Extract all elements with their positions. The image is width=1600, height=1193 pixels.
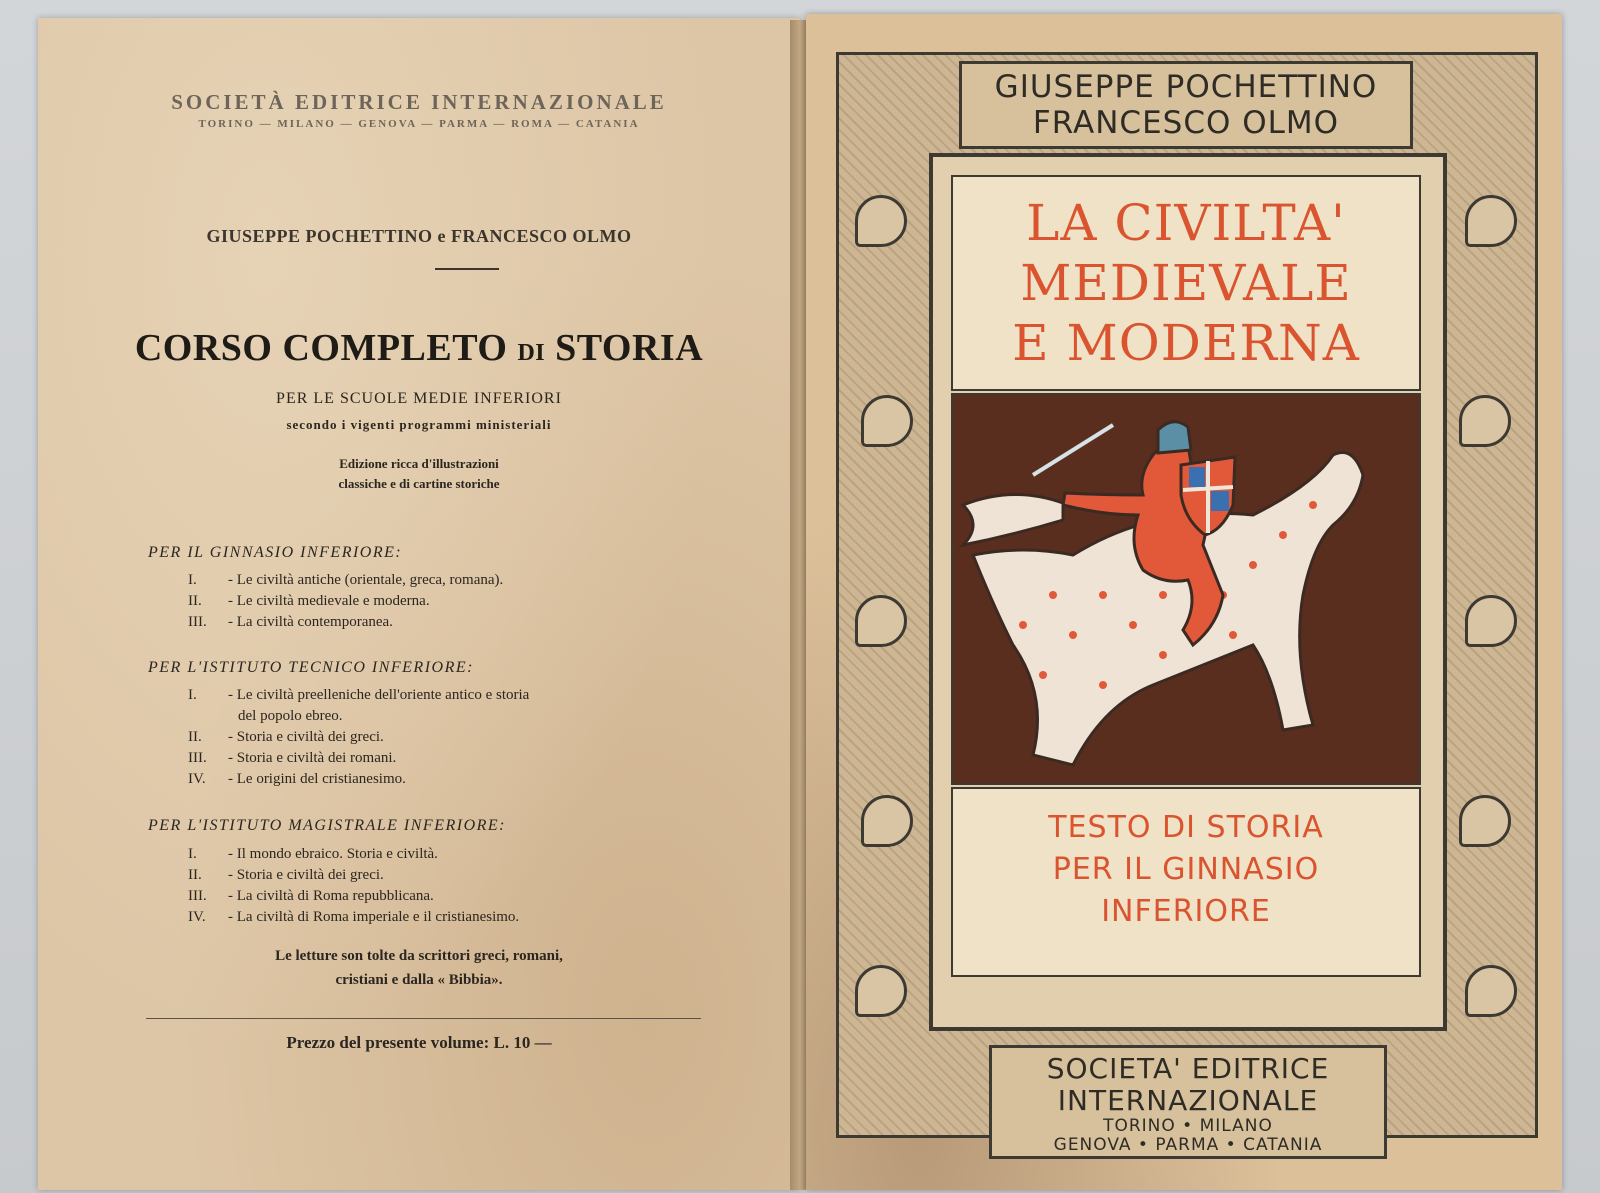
item-text: - La civiltà contemporanea. bbox=[228, 614, 393, 630]
front-subtitle-2: PER IL GINNASIO bbox=[1052, 852, 1320, 887]
back-title bbox=[38, 326, 800, 370]
subtitle-box bbox=[951, 787, 1421, 977]
list-item bbox=[188, 909, 519, 926]
leaf-icon bbox=[855, 595, 907, 647]
item-text: del popolo ebreo. bbox=[238, 708, 343, 724]
front-cities-2: GENOVA • PARMA • CATANIA bbox=[1053, 1135, 1323, 1155]
back-title-a: CORSO COMPLETO bbox=[134, 327, 508, 369]
readings-note-2: cristiani e dalla « Bibbia». bbox=[335, 972, 503, 988]
list-item bbox=[188, 771, 406, 788]
back-edition bbox=[38, 454, 800, 494]
inner-frame bbox=[929, 153, 1447, 1031]
item-num: I. bbox=[188, 572, 197, 588]
list-item bbox=[188, 888, 434, 905]
item-num: III. bbox=[188, 614, 207, 630]
author-banner bbox=[959, 61, 1413, 149]
list-item bbox=[188, 614, 393, 631]
list-item bbox=[188, 593, 430, 610]
item-text: - Le origini del cristianesimo. bbox=[228, 771, 406, 787]
front-author-1: GIUSEPPE POCHETTINO bbox=[994, 69, 1378, 105]
item-text: - Storia e civiltà dei romani. bbox=[228, 750, 397, 766]
leaf-icon bbox=[1465, 965, 1517, 1017]
knight-on-horse-image bbox=[953, 395, 1419, 783]
front-author-2: FRANCESCO OLMO bbox=[1032, 105, 1340, 141]
item-num: II. bbox=[188, 867, 202, 883]
section-heading: PER IL GINNASIO INFERIORE: bbox=[148, 544, 403, 561]
item-num: I. bbox=[188, 687, 197, 703]
back-title-b: STORIA bbox=[555, 327, 704, 369]
item-num: II. bbox=[188, 729, 202, 745]
short-rule bbox=[435, 268, 499, 270]
back-publisher: SOCIETÀ EDITRICE INTERNAZIONALE bbox=[171, 90, 667, 114]
readings-note-1: Le letture son tolte da scrittori greci, romani, bbox=[275, 948, 563, 964]
back-edition-2: classiche e di cartine storiche bbox=[338, 476, 500, 491]
long-rule bbox=[146, 1018, 701, 1019]
front-title-3: E MODERNA bbox=[1012, 314, 1360, 372]
leaf-icon bbox=[855, 195, 907, 247]
leaf-icon bbox=[861, 795, 913, 847]
knight-illustration bbox=[951, 393, 1421, 785]
item-text: - Il mondo ebraico. Storia e civiltà. bbox=[228, 846, 438, 862]
back-title-di: DI bbox=[517, 340, 546, 366]
front-cover bbox=[806, 14, 1562, 1190]
back-edition-1: Edizione ricca d'illustrazioni bbox=[339, 456, 499, 471]
list-item bbox=[188, 867, 384, 884]
price: Prezzo del presente volume: L. 10 — bbox=[286, 1033, 552, 1052]
front-subtitle-1: TESTO DI STORIA bbox=[1048, 810, 1324, 845]
back-cities: TORINO — MILANO — GENOVA — PARMA — ROMA — CATANIA bbox=[198, 118, 640, 130]
front-publisher-2: INTERNAZIONALE bbox=[1057, 1084, 1319, 1117]
back-authors: GIUSEPPE POCHETTINO e FRANCESCO OLMO bbox=[206, 226, 632, 246]
item-num: I. bbox=[188, 846, 197, 862]
readings-note bbox=[38, 944, 800, 992]
leaf-icon bbox=[1465, 195, 1517, 247]
back-cover bbox=[38, 18, 800, 1190]
list-item bbox=[188, 846, 438, 863]
back-subtitle2: secondo i vigenti programmi ministeriali bbox=[286, 417, 552, 432]
list-item bbox=[188, 687, 529, 704]
back-subtitle: PER LE SCUOLE MEDIE INFERIORI bbox=[276, 390, 562, 407]
section-heading: PER L'ISTITUTO TECNICO INFERIORE: bbox=[148, 659, 474, 676]
list-item bbox=[238, 708, 343, 725]
front-title-1: LA CIVILTA' bbox=[1026, 194, 1346, 252]
item-text: - Le civiltà antiche (orientale, greca, romana). bbox=[228, 572, 504, 588]
front-cities-1: TORINO • MILANO bbox=[1103, 1116, 1273, 1136]
front-subtitle-3: INFERIORE bbox=[1101, 894, 1271, 929]
item-text: - Le civiltà preelleniche dell'oriente antico e storia bbox=[228, 687, 530, 703]
list-item bbox=[188, 729, 384, 746]
item-num: IV. bbox=[188, 909, 206, 925]
item-text: - Le civiltà medievale e moderna. bbox=[228, 593, 430, 609]
item-text: - Storia e civiltà dei greci. bbox=[228, 867, 384, 883]
leaf-icon bbox=[1465, 595, 1517, 647]
front-publisher-1: SOCIETA' EDITRICE bbox=[1046, 1052, 1330, 1085]
left-ornament-strip bbox=[845, 175, 925, 1035]
item-num: IV. bbox=[188, 771, 206, 787]
item-num: II. bbox=[188, 593, 202, 609]
section-heading: PER L'ISTITUTO MAGISTRALE INFERIORE: bbox=[148, 817, 506, 834]
leaf-icon bbox=[861, 395, 913, 447]
item-num: III. bbox=[188, 888, 207, 904]
item-text: - La civiltà di Roma repubblicana. bbox=[228, 888, 434, 904]
list-item bbox=[188, 572, 503, 589]
leaf-icon bbox=[1459, 395, 1511, 447]
front-title-2: MEDIEVALE bbox=[1020, 254, 1352, 312]
publisher-banner bbox=[989, 1045, 1387, 1159]
leaf-icon bbox=[855, 965, 907, 1017]
right-ornament-strip bbox=[1449, 175, 1529, 1035]
item-text: - La civiltà di Roma imperiale e il cristianesimo. bbox=[228, 909, 520, 925]
leaf-icon bbox=[1459, 795, 1511, 847]
title-box bbox=[951, 175, 1421, 391]
ornamental-frame bbox=[836, 52, 1538, 1155]
item-num: III. bbox=[188, 750, 207, 766]
item-text: - Storia e civiltà dei greci. bbox=[228, 729, 384, 745]
list-item bbox=[188, 750, 396, 767]
